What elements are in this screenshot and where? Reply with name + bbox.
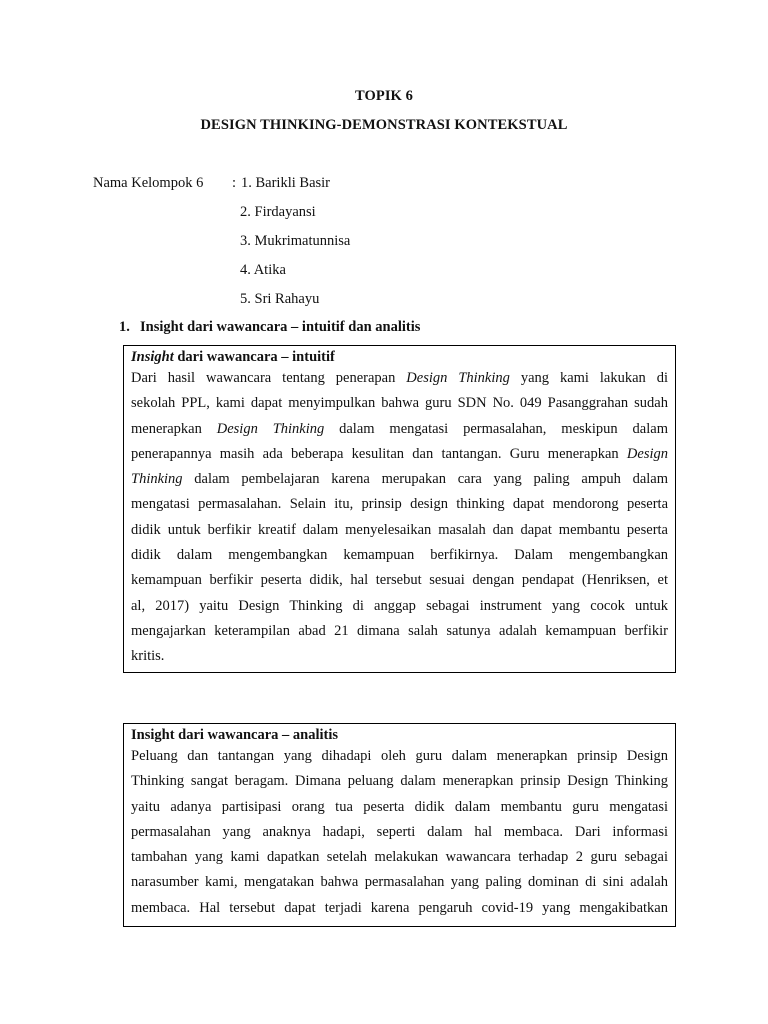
- paragraph-line: kritis.: [131, 648, 165, 665]
- paragraph-line: narasumber kami, mengatakan bahwa permasalahan yang paling dominan di sini adalah: [131, 874, 668, 891]
- paragraph-line: yaitu adanya partisipasi orang tua peserta didik dalam membantu guru mengatasi: [131, 798, 668, 815]
- title-rest: dari wawancara – intuitif: [173, 349, 335, 365]
- group-label-text: Nama Kelompok 6: [93, 175, 204, 191]
- member-item: 5. Sri Rahayu: [240, 291, 320, 307]
- insight-intuitive-title: [131, 348, 668, 366]
- paragraph-line: kemampuan berfikir peserta didik, hal tersebut sesuai dengan pendapat (Henriksen, et: [131, 572, 668, 589]
- title-italic: Insight: [131, 349, 174, 365]
- paragraph-line: Thinking dalam pembelajaran karena merupakan cara yang paling ampuh dalam: [131, 471, 668, 488]
- paragraph-line: membaca. Hal tersebut dapat terjadi karena pengaruh covid-19 yang mengakibatkan: [131, 899, 668, 916]
- paragraph-line: Thinking sangat beragam. Dimana peluang dalam menerapkan prinsip Design Thinking: [131, 773, 668, 790]
- paragraph-line: mengajarkan keterampilan abad 21 dimana salah satunya adalah kemampuan berfikir: [131, 622, 668, 639]
- section-number: 1.: [119, 319, 130, 335]
- member-item: 2. Firdayansi: [240, 204, 316, 220]
- paragraph-line: mengatasi permasalahan. Selain itu, prinsip design thinking dapat mendorong peserta: [131, 496, 668, 513]
- paragraph-line: Dari hasil wawancara tentang penerapan Design Thinking yang kami lakukan di: [131, 370, 668, 386]
- insight-analytic-box: [123, 723, 676, 927]
- insight-analytic-title: Insight dari wawancara – analitis: [131, 727, 339, 743]
- section-heading-text: Insight dari wawancara – intuitif dan analitis: [140, 319, 421, 335]
- paragraph-line: al, 2017) yaitu Design Thinking di anggap sebagai instrument yang cocok untuk: [131, 597, 668, 614]
- paragraph-line: sekolah PPL, kami dapat menyimpulkan bahwa guru SDN No. 049 Pasanggrahan sudah: [131, 395, 668, 412]
- insight-analytic-body: [131, 744, 668, 921]
- paragraph-line: didik untuk berfikir kreatif dalam menyelesaikan masalah dan dapat membantu peserta: [131, 521, 668, 538]
- insight-intuitive-body: [131, 366, 668, 670]
- group-name-label: [93, 175, 203, 192]
- paragraph-line: tambahan yang kami dapatkan setelah melakukan wawancara terhadap 2 guru sebagai: [131, 849, 668, 866]
- section-heading: [119, 319, 420, 336]
- paragraph-line: menerapkan Design Thinking dalam mengatasi permasalahan, meskipun dalam: [131, 420, 668, 437]
- paragraph-line: permasalahan yang anaknya hadapi, seperti dalam hal membaca. Dari informasi: [131, 823, 668, 840]
- paragraph-line: penerapannya masih ada beberapa kesulitan dan tantangan. Guru menerapkan Design: [131, 445, 668, 462]
- insight-intuitive-box: [123, 345, 676, 673]
- paragraph-line: Peluang dan tantangan yang dihadapi oleh guru dalam menerapkan prinsip Design: [131, 748, 668, 764]
- paragraph-line: didik dalam mengembangkan kemampuan berfikirnya. Dalam mengembangkan: [131, 547, 668, 564]
- member-item: 3. Mukrimatunnisa: [240, 233, 351, 249]
- document-title: DESIGN THINKING-DEMONSTRASI KONTEKSTUAL: [200, 117, 568, 133]
- topic-label: TOPIK 6: [354, 88, 414, 104]
- group-separator: :: [232, 175, 237, 191]
- member-item: 4. Atika: [240, 262, 286, 278]
- member-item: 1. Barikli Basir: [241, 175, 331, 191]
